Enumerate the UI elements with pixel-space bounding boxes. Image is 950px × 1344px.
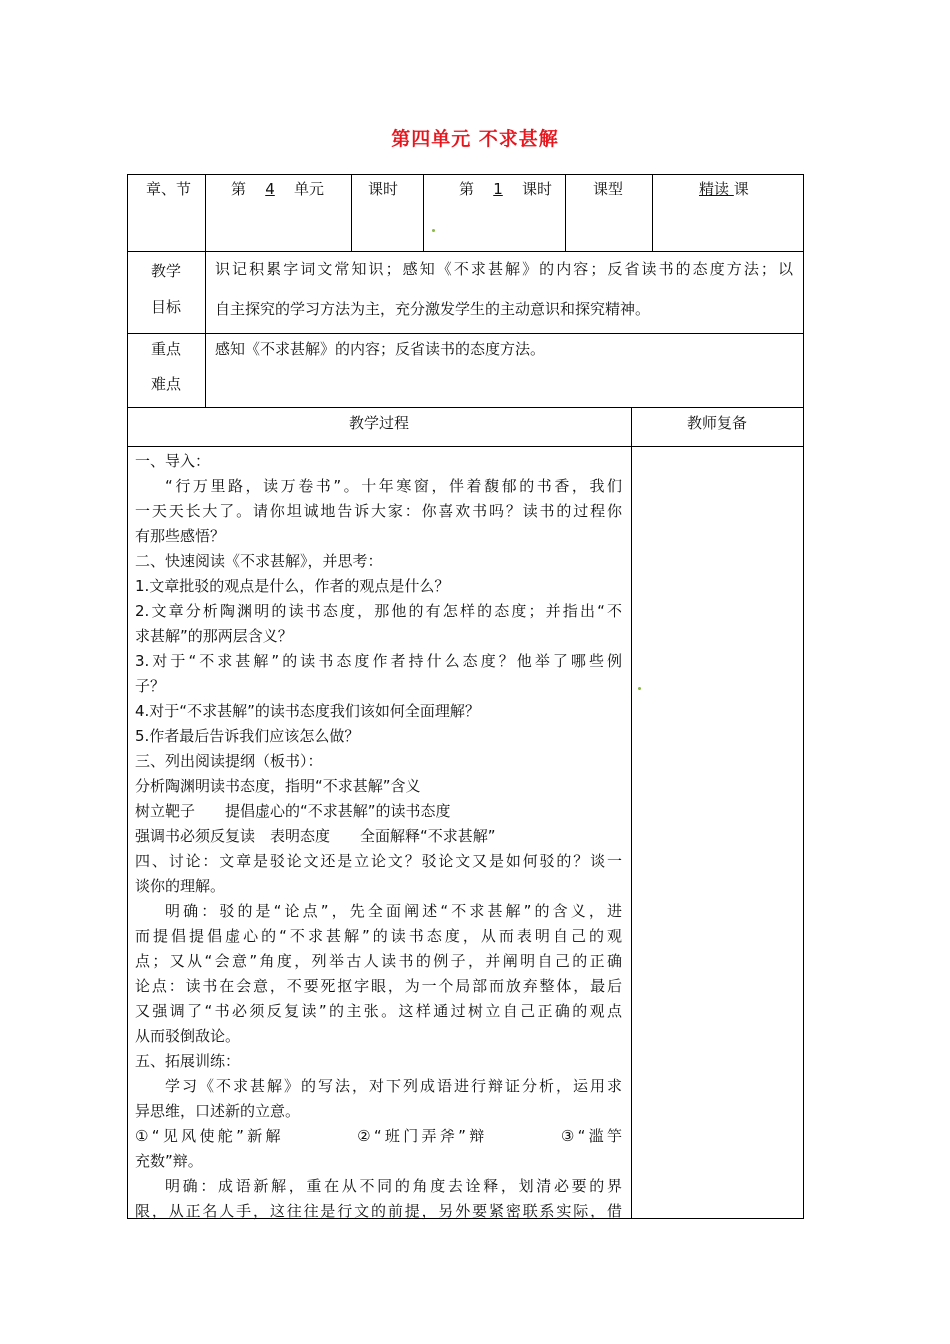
type-value: 精读	[699, 180, 730, 198]
notes-header: 教师复备	[686, 414, 747, 432]
process-line: 明确：成语新解，重在从不同的角度去诠释，划清必要的界	[165, 1177, 622, 1195]
process-line: 树立靶子 提倡虚心的“不求甚解”的读书态度	[135, 802, 451, 820]
process-line: 四、讨论：文章是驳论文还是立论文？驳论文又是如何驳的？谈一	[135, 852, 622, 870]
type-suffix: 课	[733, 180, 749, 198]
process-line: 又强调了“书必须反复读”的主张。这样通过树立自己正确的观点	[135, 1002, 622, 1020]
process-line: 明确：驳的是“论点”，先全面阐述“不求甚解”的含义，进	[165, 902, 622, 920]
process-line: ①“见风使舵”新解 ②“班门弄斧”辩 ③“滥竽	[135, 1127, 622, 1145]
period-label: 课时	[368, 180, 399, 198]
process-line: 5.作者最后告诉我们应该怎么做？	[135, 727, 360, 745]
page-title: 第四单元 不求甚解	[391, 128, 559, 150]
unit-suffix: 单元	[294, 180, 325, 198]
process-line: 五、拓展训练：	[135, 1052, 241, 1070]
goals-label-line2: 目标	[151, 298, 182, 316]
process-line: 异思维，口述新的立意。	[135, 1102, 301, 1120]
process-header: 教学过程	[348, 414, 409, 432]
process-line: 分析陶渊明读书态度，指明“不求甚解”含义	[135, 777, 421, 795]
unit-field	[231, 178, 324, 199]
unit-number: 4	[265, 180, 275, 198]
chapter-label: 章、节	[146, 180, 192, 198]
period-field	[459, 178, 552, 199]
type-label: 课型	[593, 180, 624, 198]
period-prefix: 第	[459, 180, 475, 198]
process-line: 有那些感悟？	[135, 527, 226, 545]
scan-mark	[432, 229, 435, 232]
goals-label-line1: 教学	[151, 262, 182, 280]
period-number: 1	[493, 180, 503, 198]
process-line: 1.文章批驳的观点是什么，作者的观点是什么？	[135, 577, 450, 595]
type-field	[699, 178, 749, 199]
process-line: 求甚解”的那两层含义？	[135, 627, 293, 645]
process-line: 点；又从“会意”角度，列举古人读书的例子，并阐明自己的正确	[135, 952, 622, 970]
key-points-label-line1: 重点	[151, 340, 182, 358]
goals-text-line1: 识记积累字词文常知识；感知《不求甚解》的内容；反省读书的态度方法；以	[215, 260, 793, 278]
scan-mark	[638, 687, 641, 690]
process-line: 一、导入：	[135, 452, 211, 470]
process-line: 子？	[135, 677, 166, 695]
process-line: 限，从正名人手，这往往是行文的前提，另外要紧密联系实际，借	[135, 1202, 622, 1220]
process-line: 一天天长大了。请你坦诚地告诉大家：你喜欢书吗？读书的过程你	[135, 502, 622, 520]
process-line: 论点：读书在会意，不要死抠字眼，为一个局部而放弃整体，最后	[135, 977, 622, 995]
process-line: 强调书必须反复读 表明态度 全面解释“不求甚解”	[135, 827, 496, 845]
key-points-label-line2: 难点	[151, 375, 182, 393]
process-line: 学习《不求甚解》的写法，对下列成语进行辩证分析，运用求	[165, 1077, 622, 1095]
process-line: 而提倡提倡虚心的“不求甚解”的读书态度，从而表明自己的观	[135, 927, 622, 945]
process-line: 3.对于“不求甚解”的读书态度作者持什么态度？他举了哪些例	[135, 652, 622, 670]
goals-text-line2: 自主探究的学习方法为主，充分激发学生的主动意识和探究精神。	[215, 300, 651, 318]
process-line: 4.对于“不求甚解”的读书态度我们该如何全面理解？	[135, 702, 480, 720]
unit-prefix: 第	[231, 180, 247, 198]
process-line: 2.文章分析陶渊明的读书态度，那他的有怎样的态度；并指出“不	[135, 602, 622, 620]
process-line: 从而驳倒敌论。	[135, 1027, 241, 1045]
process-line: 谈你的理解。	[135, 877, 226, 895]
key-points-text: 感知《不求甚解》的内容；反省读书的态度方法。	[215, 340, 546, 358]
process-line: 充数”辩。	[135, 1152, 203, 1170]
process-line: 二、快速阅读《不求甚解》，并思考：	[135, 552, 383, 570]
process-line: “行万里路，读万卷书”。十年寒窗，伴着馥郁的书香，我们	[165, 477, 622, 495]
process-line: 三、列出阅读提纲（板书）：	[135, 752, 323, 770]
period-suffix: 课时	[522, 180, 553, 198]
process-body	[135, 449, 622, 1224]
